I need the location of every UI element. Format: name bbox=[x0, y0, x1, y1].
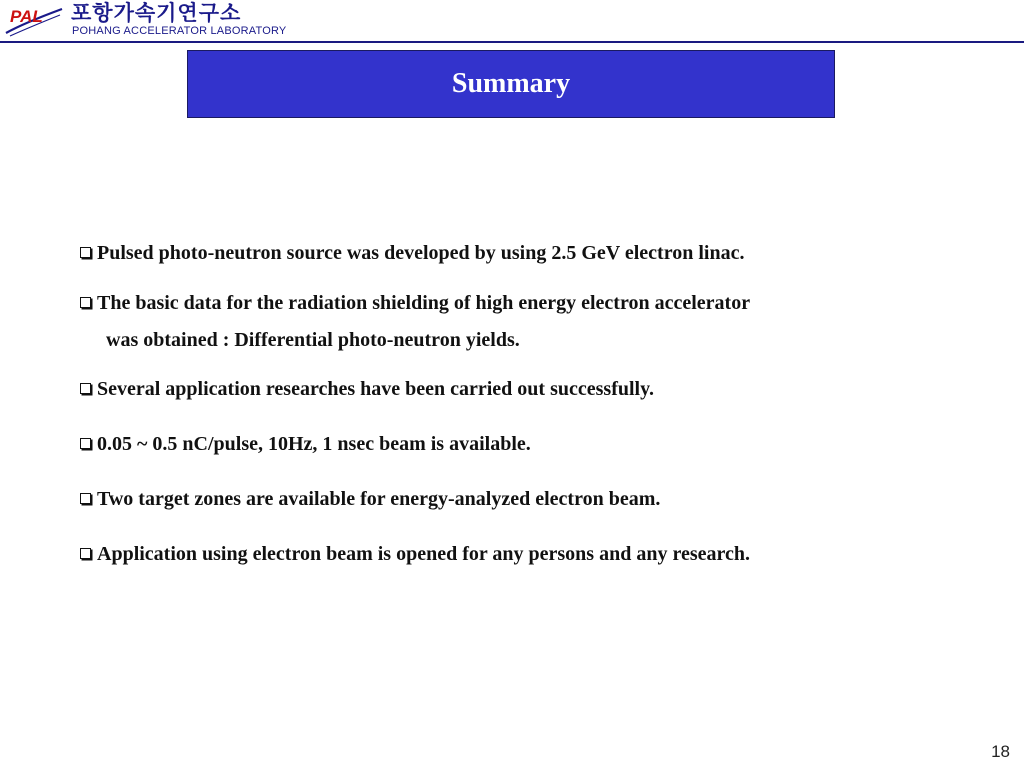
bullet-item bbox=[80, 285, 750, 359]
pal-logo-icon bbox=[4, 3, 64, 37]
bullet-text: The basic data for the radiation shielding of high energy electron accelerator bbox=[97, 292, 751, 314]
bullet-text: Application using electron beam is opened for any persons and any research. bbox=[97, 543, 751, 565]
logo-english-name: POHANG ACCELERATOR LABORATORY bbox=[72, 25, 287, 37]
bullet-item bbox=[80, 371, 654, 408]
page-number: 18 bbox=[991, 742, 1010, 761]
checkbox-square-icon bbox=[80, 493, 91, 504]
checkbox-square-icon bbox=[80, 247, 91, 258]
checkbox-square-icon bbox=[80, 297, 91, 308]
logo-korean-name: 포항가속기연구소 bbox=[71, 1, 242, 25]
bullet-text: Several application researches have been carried out successfully. bbox=[97, 378, 654, 400]
checkbox-square-icon bbox=[80, 548, 91, 559]
title-banner bbox=[187, 50, 835, 118]
bullet-item bbox=[80, 426, 531, 463]
bullet-text: 0.05 ~ 0.5 nC/pulse, 10Hz, 1 nsec beam is available. bbox=[97, 433, 531, 455]
header bbox=[0, 0, 1024, 44]
checkbox-square-icon bbox=[80, 438, 91, 449]
logo-mark-text: PAL bbox=[10, 7, 43, 26]
bullet-text: Two target zones are available for energy-analyzed electron beam. bbox=[97, 488, 661, 510]
page-title: Summary bbox=[451, 68, 571, 99]
bullet-item bbox=[80, 536, 750, 573]
header-divider bbox=[0, 41, 1024, 43]
bullet-text-continuation: was obtained : Differential photo-neutron yields. bbox=[106, 329, 520, 351]
bullet-item bbox=[80, 235, 744, 272]
bullet-text: Pulsed photo-neutron source was developed by using 2.5 GeV electron linac. bbox=[97, 242, 745, 264]
checkbox-square-icon bbox=[80, 383, 91, 394]
bullet-item bbox=[80, 481, 660, 518]
